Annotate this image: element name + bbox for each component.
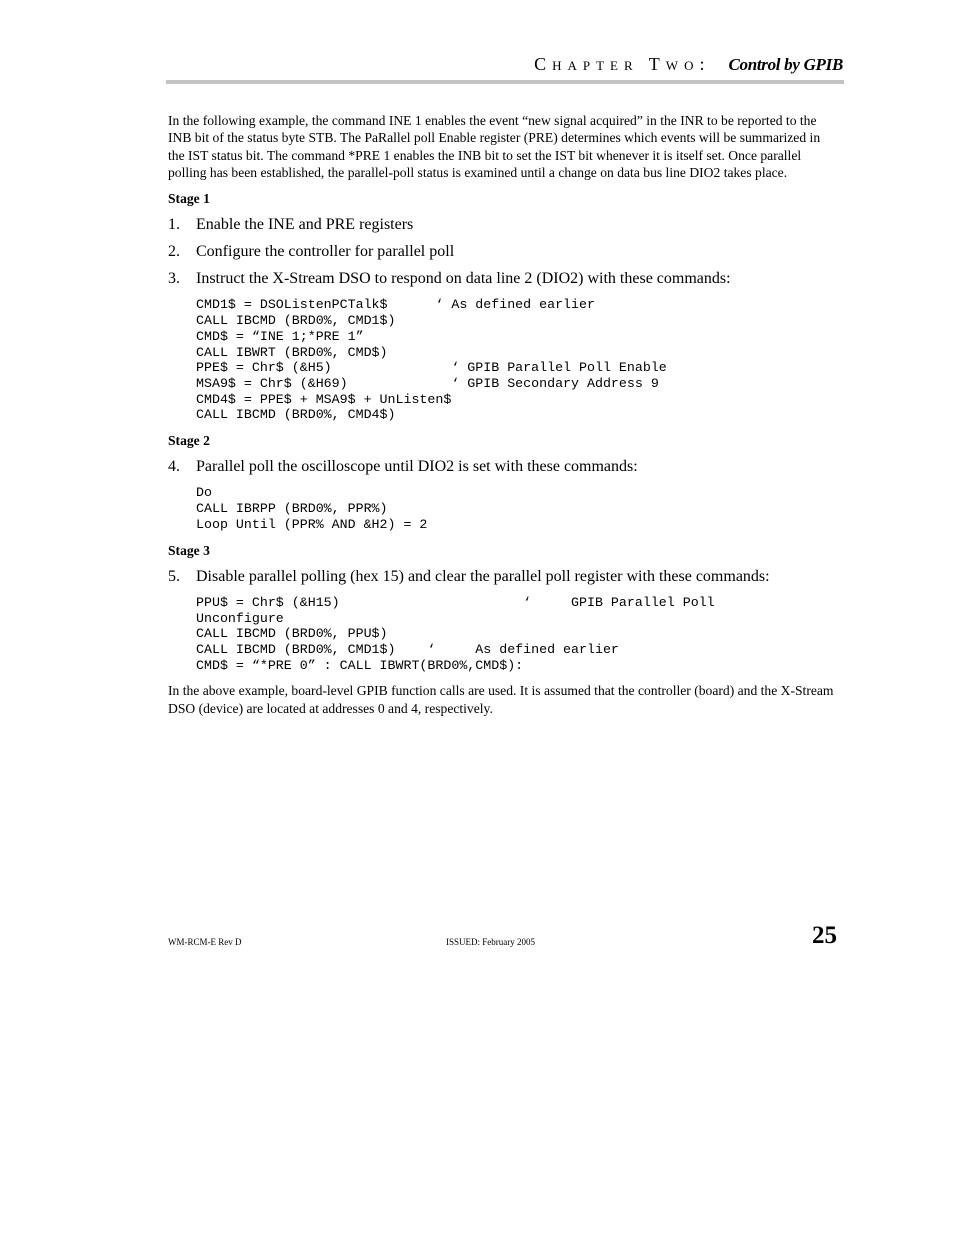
header-rule xyxy=(166,80,844,84)
list-text: Parallel poll the oscilloscope until DIO2 is set with these commands: xyxy=(196,458,638,476)
running-header xyxy=(167,54,843,80)
conclusion-paragraph: In the above example, board-level GPIB function calls are used. It is assumed that the controller (board) and the X-Stream DSO (device) are located at addresses 0 and 4, respectively. xyxy=(168,683,834,716)
list-number: 3. xyxy=(168,270,180,288)
list-item-2 xyxy=(168,243,834,261)
code-block-stage-1: CMD1$ = DSOListenPCTalk$ ‘ As defined earlier CALL IBCMD (BRD0%, CMD1$) CMD$ = “INE 1;*PRE 1” CALL IBWRT (BRD0%, CMD$) PPE$ = Chr$ (&H5) ‘ GPIB Parallel Poll Enable MSA9$ = Chr$ (&H69) ‘ GPIB Secondary Address 9 CMD4$ = PPE$ + MSA9$ + UnListen$ CALL IBCMD (BRD0%, CMD4$) xyxy=(196,297,667,423)
list-text: Disable parallel polling (hex 15) and clear the parallel poll register with these commands: xyxy=(196,567,770,585)
list-item-3 xyxy=(168,270,834,288)
code-block-stage-3: PPU$ = Chr$ (&H15) ‘ GPIB Parallel Poll Unconfigure CALL IBCMD (BRD0%, PPU$) CALL IBCMD (BRD0%, CMD1$) ‘ As defined earlier CMD$ = “*PRE 0” : CALL IBWRT(BRD0%,CMD$): xyxy=(196,594,715,673)
code-block-stage-2: Do CALL IBRPP (BRD0%, PPR%) Loop Until (PPR% AND &H2) = 2 xyxy=(196,485,428,532)
list-number: 5. xyxy=(168,567,180,585)
list-number: 4. xyxy=(168,458,180,476)
list-text: Enable the INE and PRE registers xyxy=(196,216,414,234)
list-number: 2. xyxy=(168,243,180,261)
stage-3-heading: Stage 3 xyxy=(168,542,210,558)
list-item-4 xyxy=(168,458,834,476)
page-number: 25 xyxy=(812,922,837,949)
footer-doc-id: WM-RCM-E Rev D xyxy=(168,937,242,947)
page-body xyxy=(168,112,834,717)
chapter-title: Control by GPIB xyxy=(728,55,843,74)
list-number: 1. xyxy=(168,216,180,234)
stage-2-heading: Stage 2 xyxy=(168,433,210,449)
footer-issued-date: ISSUED: February 2005 xyxy=(446,937,535,947)
list-text: Instruct the X-Stream DSO to respond on data line 2 (DIO2) with these commands: xyxy=(196,270,731,288)
chapter-label: Chapter Two: xyxy=(534,54,711,74)
list-item-1 xyxy=(168,216,834,234)
list-text: Configure the controller for parallel poll xyxy=(196,243,455,261)
list-item-5 xyxy=(168,568,834,586)
intro-paragraph: In the following example, the command INE 1 enables the event “new signal acquired” in the INR to be reported to the INB bit of the status byte STB. The PaRallel poll Enable register (PRE) determines which events will be summarized in the IST status bit. The command *PRE 1 enables the INB bit to set the IST bit whenever it is itself set. Once parallel polling has been established, the parallel-poll status is examined until a change on data bus line DIO2 takes place. xyxy=(168,113,821,180)
stage-1-heading: Stage 1 xyxy=(168,191,210,207)
